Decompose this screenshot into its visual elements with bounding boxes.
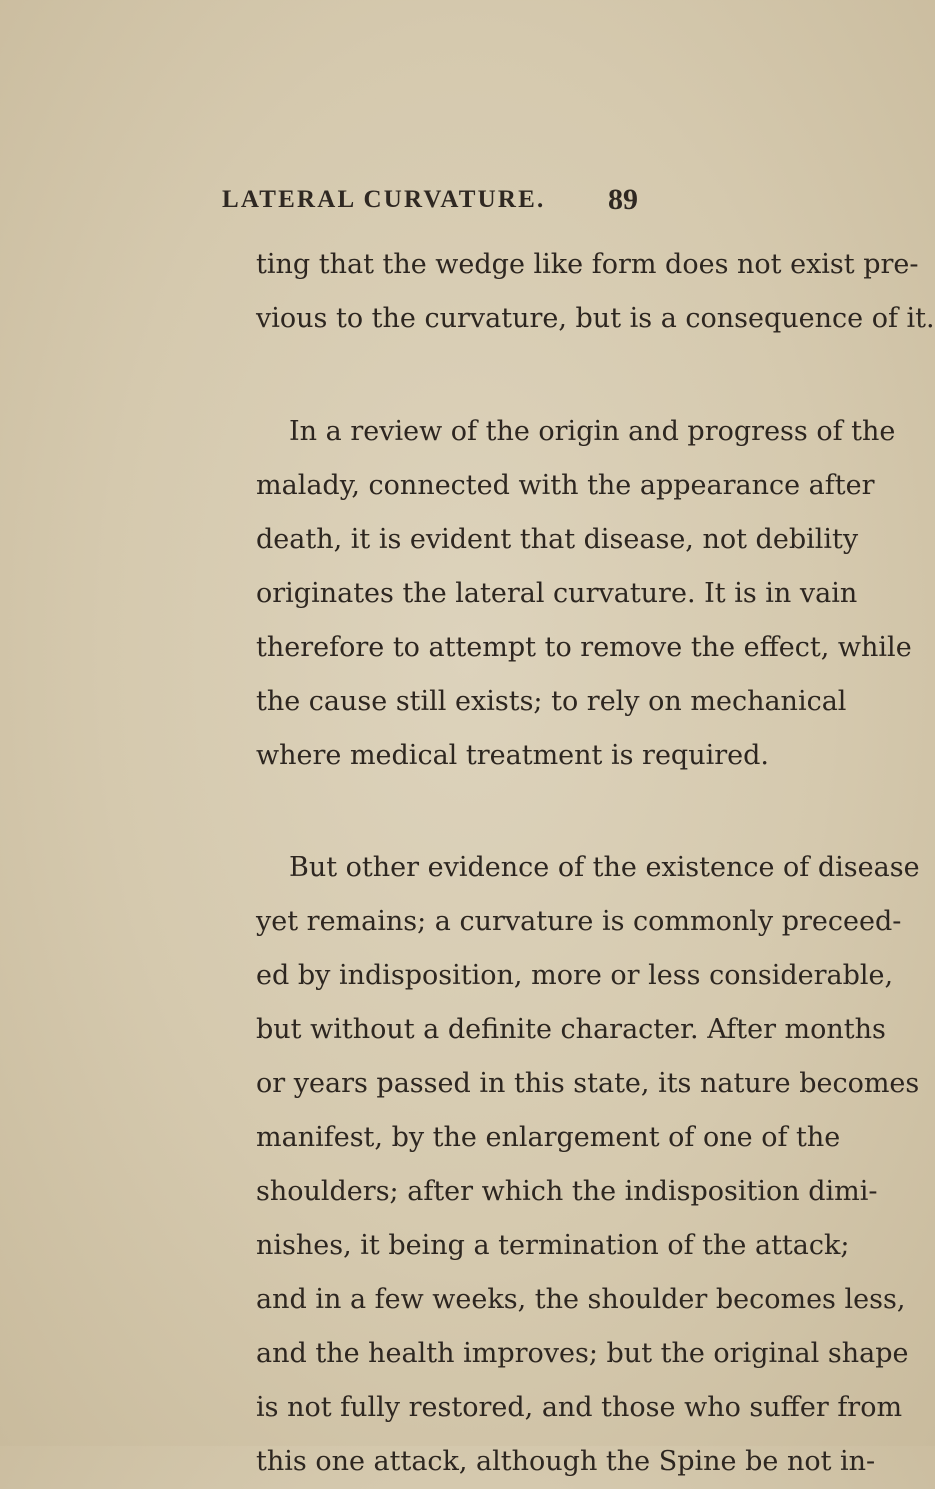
text-line: where medical treatment is required. bbox=[256, 740, 769, 771]
paragraph-3 bbox=[256, 841, 920, 1489]
text-line: In a review of the origin and progress of the bbox=[289, 416, 896, 447]
running-title: LATERAL CURVATURE. bbox=[222, 186, 546, 213]
text-line: but without a definite character. After months bbox=[256, 1014, 886, 1045]
text-line: ed by indisposition, more or less considerable, bbox=[256, 960, 894, 991]
text-line: death, it is evident that disease, not debility bbox=[256, 524, 859, 555]
running-head bbox=[0, 183, 800, 226]
text-line: or years passed in this state, its nature becomes bbox=[256, 1068, 920, 1099]
text-line: yet remains; a curvature is commonly preceed- bbox=[256, 906, 902, 937]
text-line: manifest, by the enlargement of one of the bbox=[256, 1122, 841, 1153]
paragraph-1 bbox=[256, 238, 935, 346]
text-line: originates the lateral curvature. It is in vain bbox=[256, 578, 858, 609]
text-line: is not fully restored, and those who suffer from bbox=[256, 1392, 903, 1423]
text-line: shoulders; after which the indisposition dimi- bbox=[256, 1176, 878, 1207]
text-line: this one attack, although the Spine be not in- bbox=[256, 1446, 876, 1477]
text-line: vious to the curvature, but is a consequence of it. bbox=[256, 303, 935, 334]
text-line: and in a few weeks, the shoulder becomes less, bbox=[256, 1284, 906, 1315]
text-line: malady, connected with the appearance after bbox=[256, 470, 875, 501]
paragraph-2 bbox=[256, 405, 912, 783]
text-line: ting that the wedge like form does not exist pre- bbox=[256, 249, 919, 280]
text-line: therefore to attempt to remove the effect, while bbox=[256, 632, 912, 663]
page-number: 89 bbox=[608, 183, 638, 216]
text-line: and the health improves; but the original shape bbox=[256, 1338, 909, 1369]
text-line: nishes, it being a termination of the attack; bbox=[256, 1230, 850, 1261]
text-line: the cause still exists; to rely on mechanical bbox=[256, 686, 847, 717]
text-line: But other evidence of the existence of disease bbox=[289, 852, 920, 883]
